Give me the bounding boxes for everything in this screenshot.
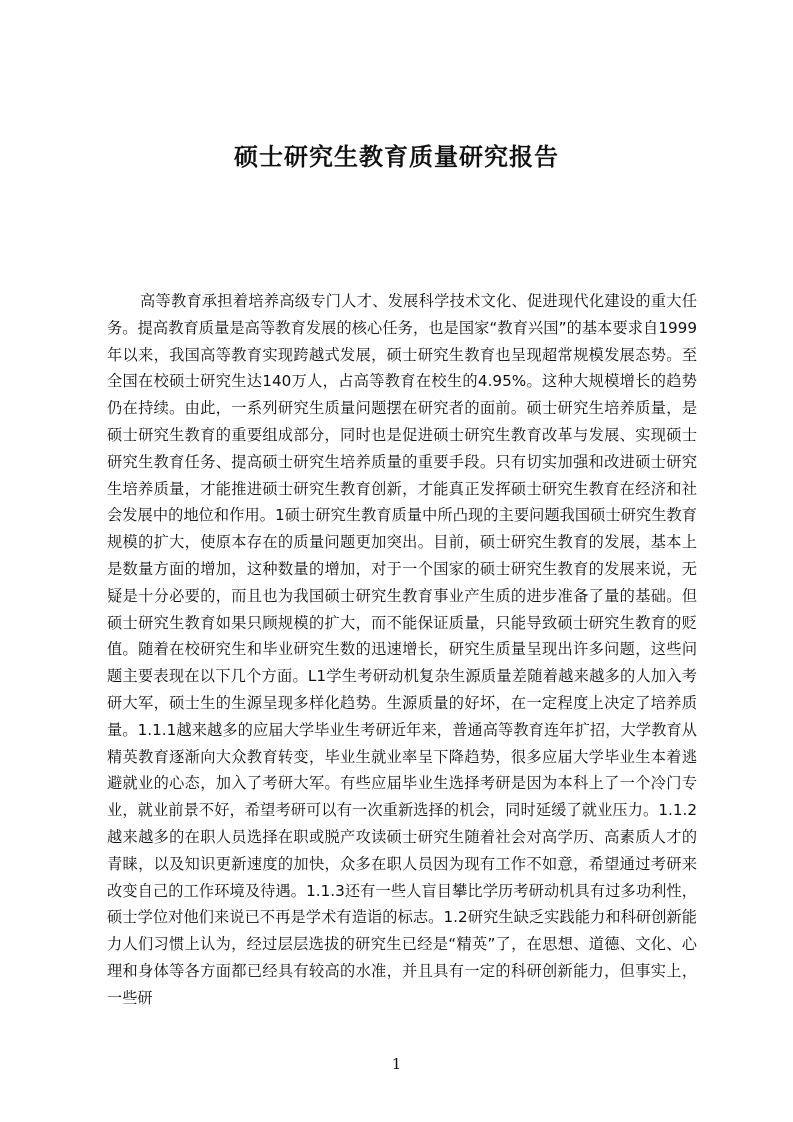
body-paragraph: 高等教育承担着培养高级专门人才、发展科学技术文化、促进现代化建设的重大任务。提高教育质量是高等教育发展的核心任务，也是国家“教育兴国”的基本要求自1999年以来，我国高等教育实现跨越式发展，硕士研究生教育也呈现超常规模发展态势。至全国在校硕士研究生达140万人，占高等教育在校生的4.95%。这种大规模增长的趋势仍在持续。由此，一系列研究生质量问题摆在研究者的面前。硕士研究生培养质量，是硕士研究生教育的重要组成部分，同时也是促进硕士研究生教育改革与发展、实现硕士研究生教育任务、提高硕士研究生培养质量的重要手段。只有切实加强和改进硕士研究生培养质量，才能推进硕士研究生教育创新，才能真正发挥硕士研究生教育在经济和社会发展中的地位和作用。1硕士研究生教育质量中所凸现的主要问题我国硕士研究生教育规模的扩大，使原本存在的质量问题更加突出。目前，硕士研究生教育的发展，基本上是数量方面的增加，这种数量的增加，对于一个国家的硕士研究生教育的发展来说，无疑是十分必要的，而且也为我国硕士研究生教育事业产生质的进步准备了量的基础。但硕士研究生教育如果只顾规模的扩大，而不能保证质量，只能导致硕士研究生教育的贬值。随着在校研究生和毕业研究生数的迅速增长，研究生质量呈现出许多问题，这些问题主要表现在以下几个方面。L1学生考研动机复杂生源质量差随着越来越多的人加入考研大军，硕士生的生源呈现多样化趋势。生源质量的好坏，在一定程度上决定了培养质量。1.1.1越来越多的应届大学毕业生考研近年来，普通高等教育连年扩招，大学教育从精英教育逐渐向大众教育转变，毕业生就业率呈下降趋势，很多应届大学毕业生本着逃避就业的心态，加入了考研大军。有些应届毕业生选择考研是因为本科上了一个冷门专业，就业前景不好，希望考研可以有一次重新选择的机会，同时延缓了就业压力。1.1.2越来越多的在职人员选择在职或脱产攻读硕士研究生随着社会对高学历、高素质人才的青睐，以及知识更新速度的加快，众多在职人员因为现有工作不如意，希望通过考研来改变自己的工作环境及待遇。1.1.3还有一些人盲目攀比学历考研动机具有过多功利性，硕士学位对他们来说已不再是学术有造诣的标志。1.2研究生缺乏实践能力和科研创新能力人们习惯上认为，经过层层选拔的研究生已经是“精英”了，在思想、道德、文化、心理和身体等各方面都已经具有较高的水准，并且具有一定的科研创新能力，但事实上，一些研	[107, 292, 697, 1007]
document-title: 硕士研究生教育质量研究报告	[234, 143, 559, 171]
page-number: 1	[391, 1055, 402, 1073]
